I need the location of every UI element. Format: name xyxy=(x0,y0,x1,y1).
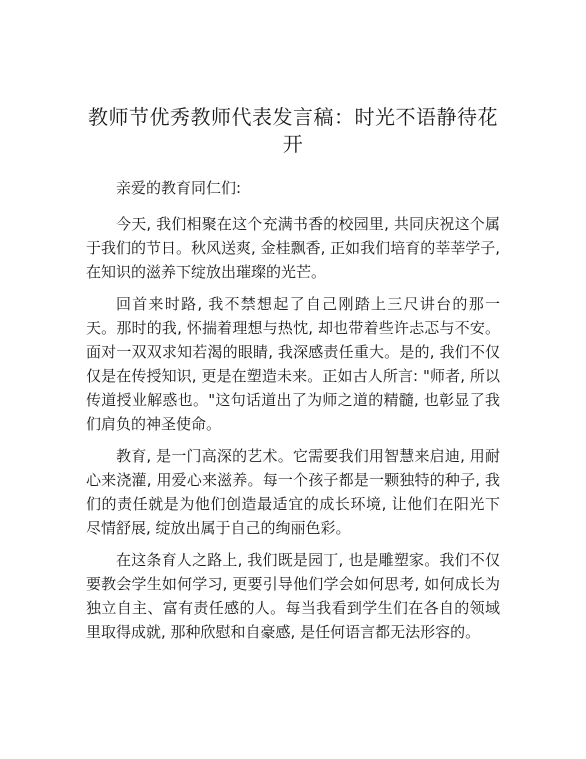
body-paragraph-2: 回首来时路, 我不禁想起了自己刚踏上三尺讲台的那一天。那时的我, 怀揣着理想与热忱, 却也带着些许忐忑与不安。面对一双双求知若渴的眼睛, 我深感责任重大。是的, 我们不仅仅是在传授知识, 更是在塑造未来。正如古人所言: "师者, 所以传道授业解惑也。"这句话道出了为师之道的精髓, 也彰显了我们肩负的神圣使命。 xyxy=(86,295,500,433)
body-paragraph-1: 今天, 我们相聚在这个充满书香的校园里, 共同庆祝这个属于我们的节日。秋风送爽, 金桂飘香, 正如我们培育的莘莘学子, 在知识的滋养下绽放出璀璨的光芒。 xyxy=(86,215,500,281)
body-paragraph-3: 教育, 是一门高深的艺术。它需要我们用智慧来启迪, 用耐心来浇灌, 用爱心来滋养。每一个孩子都是一颗独特的种子, 我们的责任就是为他们创造最适宜的成长环境, 让他们在阳光下尽情舒展, 绽放出属于自己的绚丽色彩。 xyxy=(86,447,500,537)
greeting-paragraph: 亲爱的教育同仁们: xyxy=(116,179,242,197)
document-title: 教师节优秀教师代表发言稿：时光不语静待花开 xyxy=(88,105,498,156)
body-paragraph-4: 在这条育人之路上, 我们既是园丁, 也是雕塑家。我们不仅要教会学生如何学习, 更要引导他们学会如何思考, 如何成长为独立自主、富有责任感的人。每当我看到学生们在各自的领域里取得成就, 那种欣慰和自豪感, 是任何语言都无法形容的。 xyxy=(86,551,500,641)
